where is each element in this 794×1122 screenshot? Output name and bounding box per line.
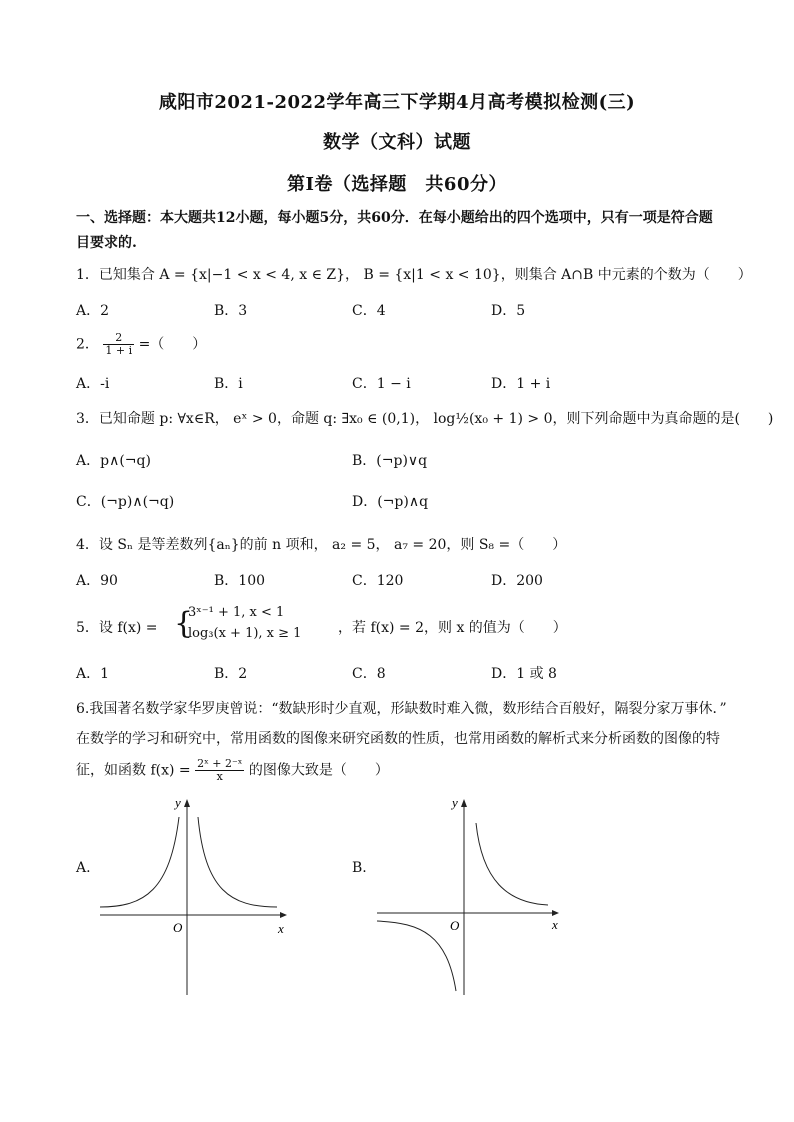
q4-option-d: D．200 xyxy=(491,573,543,589)
q2-prefix: 2． xyxy=(76,336,99,353)
q4-option-a: A．90 xyxy=(76,573,118,589)
q2-frac-den: 1 + i xyxy=(105,344,133,357)
graph-b-y-label: y xyxy=(452,795,458,810)
q6-fraction xyxy=(195,758,244,783)
q1-option-b: B．3 xyxy=(214,303,248,319)
question-6-line-2: 在数学的学习和研究中，常用函数的图像来研究函数的性质，也常用函数的解析式来分析函数的图像的特 xyxy=(76,731,720,747)
q5-option-d: D．1 或 8 xyxy=(491,666,557,682)
q3-option-d: D．(¬p)∧q xyxy=(352,494,429,510)
q5-case-1: 3ˣ⁻¹ + 1, x < 1 xyxy=(188,605,285,620)
graph-a-y-label: y xyxy=(175,795,181,810)
graph-a-left-curve xyxy=(100,817,179,907)
q6-graph-a xyxy=(95,795,295,1000)
question-6-line-3 xyxy=(76,758,389,783)
q5-case-2: log₃(x + 1), x ≥ 1 xyxy=(188,626,302,641)
graph-b-x-label: x xyxy=(552,917,558,932)
q6-frac-num: 2ˣ + 2⁻ˣ xyxy=(197,757,243,770)
q2-option-d: D．1 + i xyxy=(491,376,551,392)
graph-b-right-curve xyxy=(476,823,548,905)
question-2 xyxy=(76,332,206,357)
q6-suffix: 的图像大致是（ ） xyxy=(248,762,389,779)
q1-option-c: C．4 xyxy=(352,303,386,319)
instructions-line-1: 一、选择题：本大题共12小题，每小题5分，共60分．在每小题给出的四个选项中，只有一项是符合题 xyxy=(76,210,713,226)
graph-a-origin-label: O xyxy=(173,920,183,935)
q2-option-c: C．1 − i xyxy=(352,376,411,392)
instructions-line-2: 目要求的. xyxy=(76,235,137,251)
q5-prefix: 5．设 f(x) = xyxy=(76,620,158,636)
question-4: 4．设 Sₙ 是等差数列{aₙ}的前 n 项和， a₂ = 5， a₇ = 20，则 S₈ =（ ） xyxy=(76,537,567,553)
question-3: 3．已知命题 p: ∀x∈R， eˣ > 0，命题 q: ∃x₀ ∈ (0,1)， log½(x₀ + 1) > 0，则下列命题中为真命题的是( ) xyxy=(76,411,774,427)
graph-a-x-arrow xyxy=(280,912,287,918)
q3-option-b: B．(¬p)∨q xyxy=(352,453,428,469)
graph-a-x-label: x xyxy=(278,921,284,936)
graph-b-origin-label: O xyxy=(450,918,460,933)
q1-option-a: A．2 xyxy=(76,303,110,319)
graph-a-right-curve xyxy=(198,817,277,907)
q6-graph-b xyxy=(372,795,572,1000)
q5-option-a: A．1 xyxy=(76,666,110,682)
question-1: 1．已知集合 A = {x|−1 < x < 4, x ∈ Z}， B = {x|1 < x < 10}，则集合 A∩B 中元素的个数为（ ） xyxy=(76,267,752,283)
q6-prefix: 征，如函数 f(x) = xyxy=(76,762,191,779)
graph-a-y-arrow xyxy=(184,799,190,807)
section-title: 第Ⅰ卷（选择题 共60分） xyxy=(287,174,507,195)
q6-frac-den: x xyxy=(216,770,223,783)
q2-option-a: A．-i xyxy=(76,376,110,392)
q3-option-a: A．p∧(¬q) xyxy=(76,453,151,469)
graph-b-left-curve xyxy=(377,921,456,991)
q6-option-b-label: B. xyxy=(352,860,367,876)
q4-option-b: B．100 xyxy=(214,573,266,589)
q5-option-b: B．2 xyxy=(214,666,248,682)
exam-subtitle: 数学（文科）试题 xyxy=(323,132,471,153)
graph-b-y-arrow xyxy=(461,799,467,807)
q2-option-b: B．i xyxy=(214,376,243,392)
q3-option-c: C．(¬p)∧(¬q) xyxy=(76,494,175,510)
q2-suffix: =（ ） xyxy=(138,336,207,353)
question-6-line-1: 6.我国著名数学家华罗庚曾说：“数缺形时少直观，形缺数时难入微，数形结合百般好，隔裂分家万事休．” xyxy=(76,701,727,717)
q6-option-a-label: A. xyxy=(76,860,91,876)
exam-title: 咸阳市2021-2022学年高三下学期4月高考模拟检测(三) xyxy=(158,92,636,113)
graph-b-x-arrow xyxy=(552,910,559,916)
q5-brace: { xyxy=(174,606,194,641)
q4-option-c: C．120 xyxy=(352,573,404,589)
q5-suffix: ，若 f(x) = 2，则 x 的值为（ ） xyxy=(338,620,567,636)
q1-option-d: D．5 xyxy=(491,303,526,319)
q2-frac-num: 2 xyxy=(103,332,134,345)
q5-option-c: C．8 xyxy=(352,666,386,682)
q2-fraction xyxy=(103,332,134,357)
